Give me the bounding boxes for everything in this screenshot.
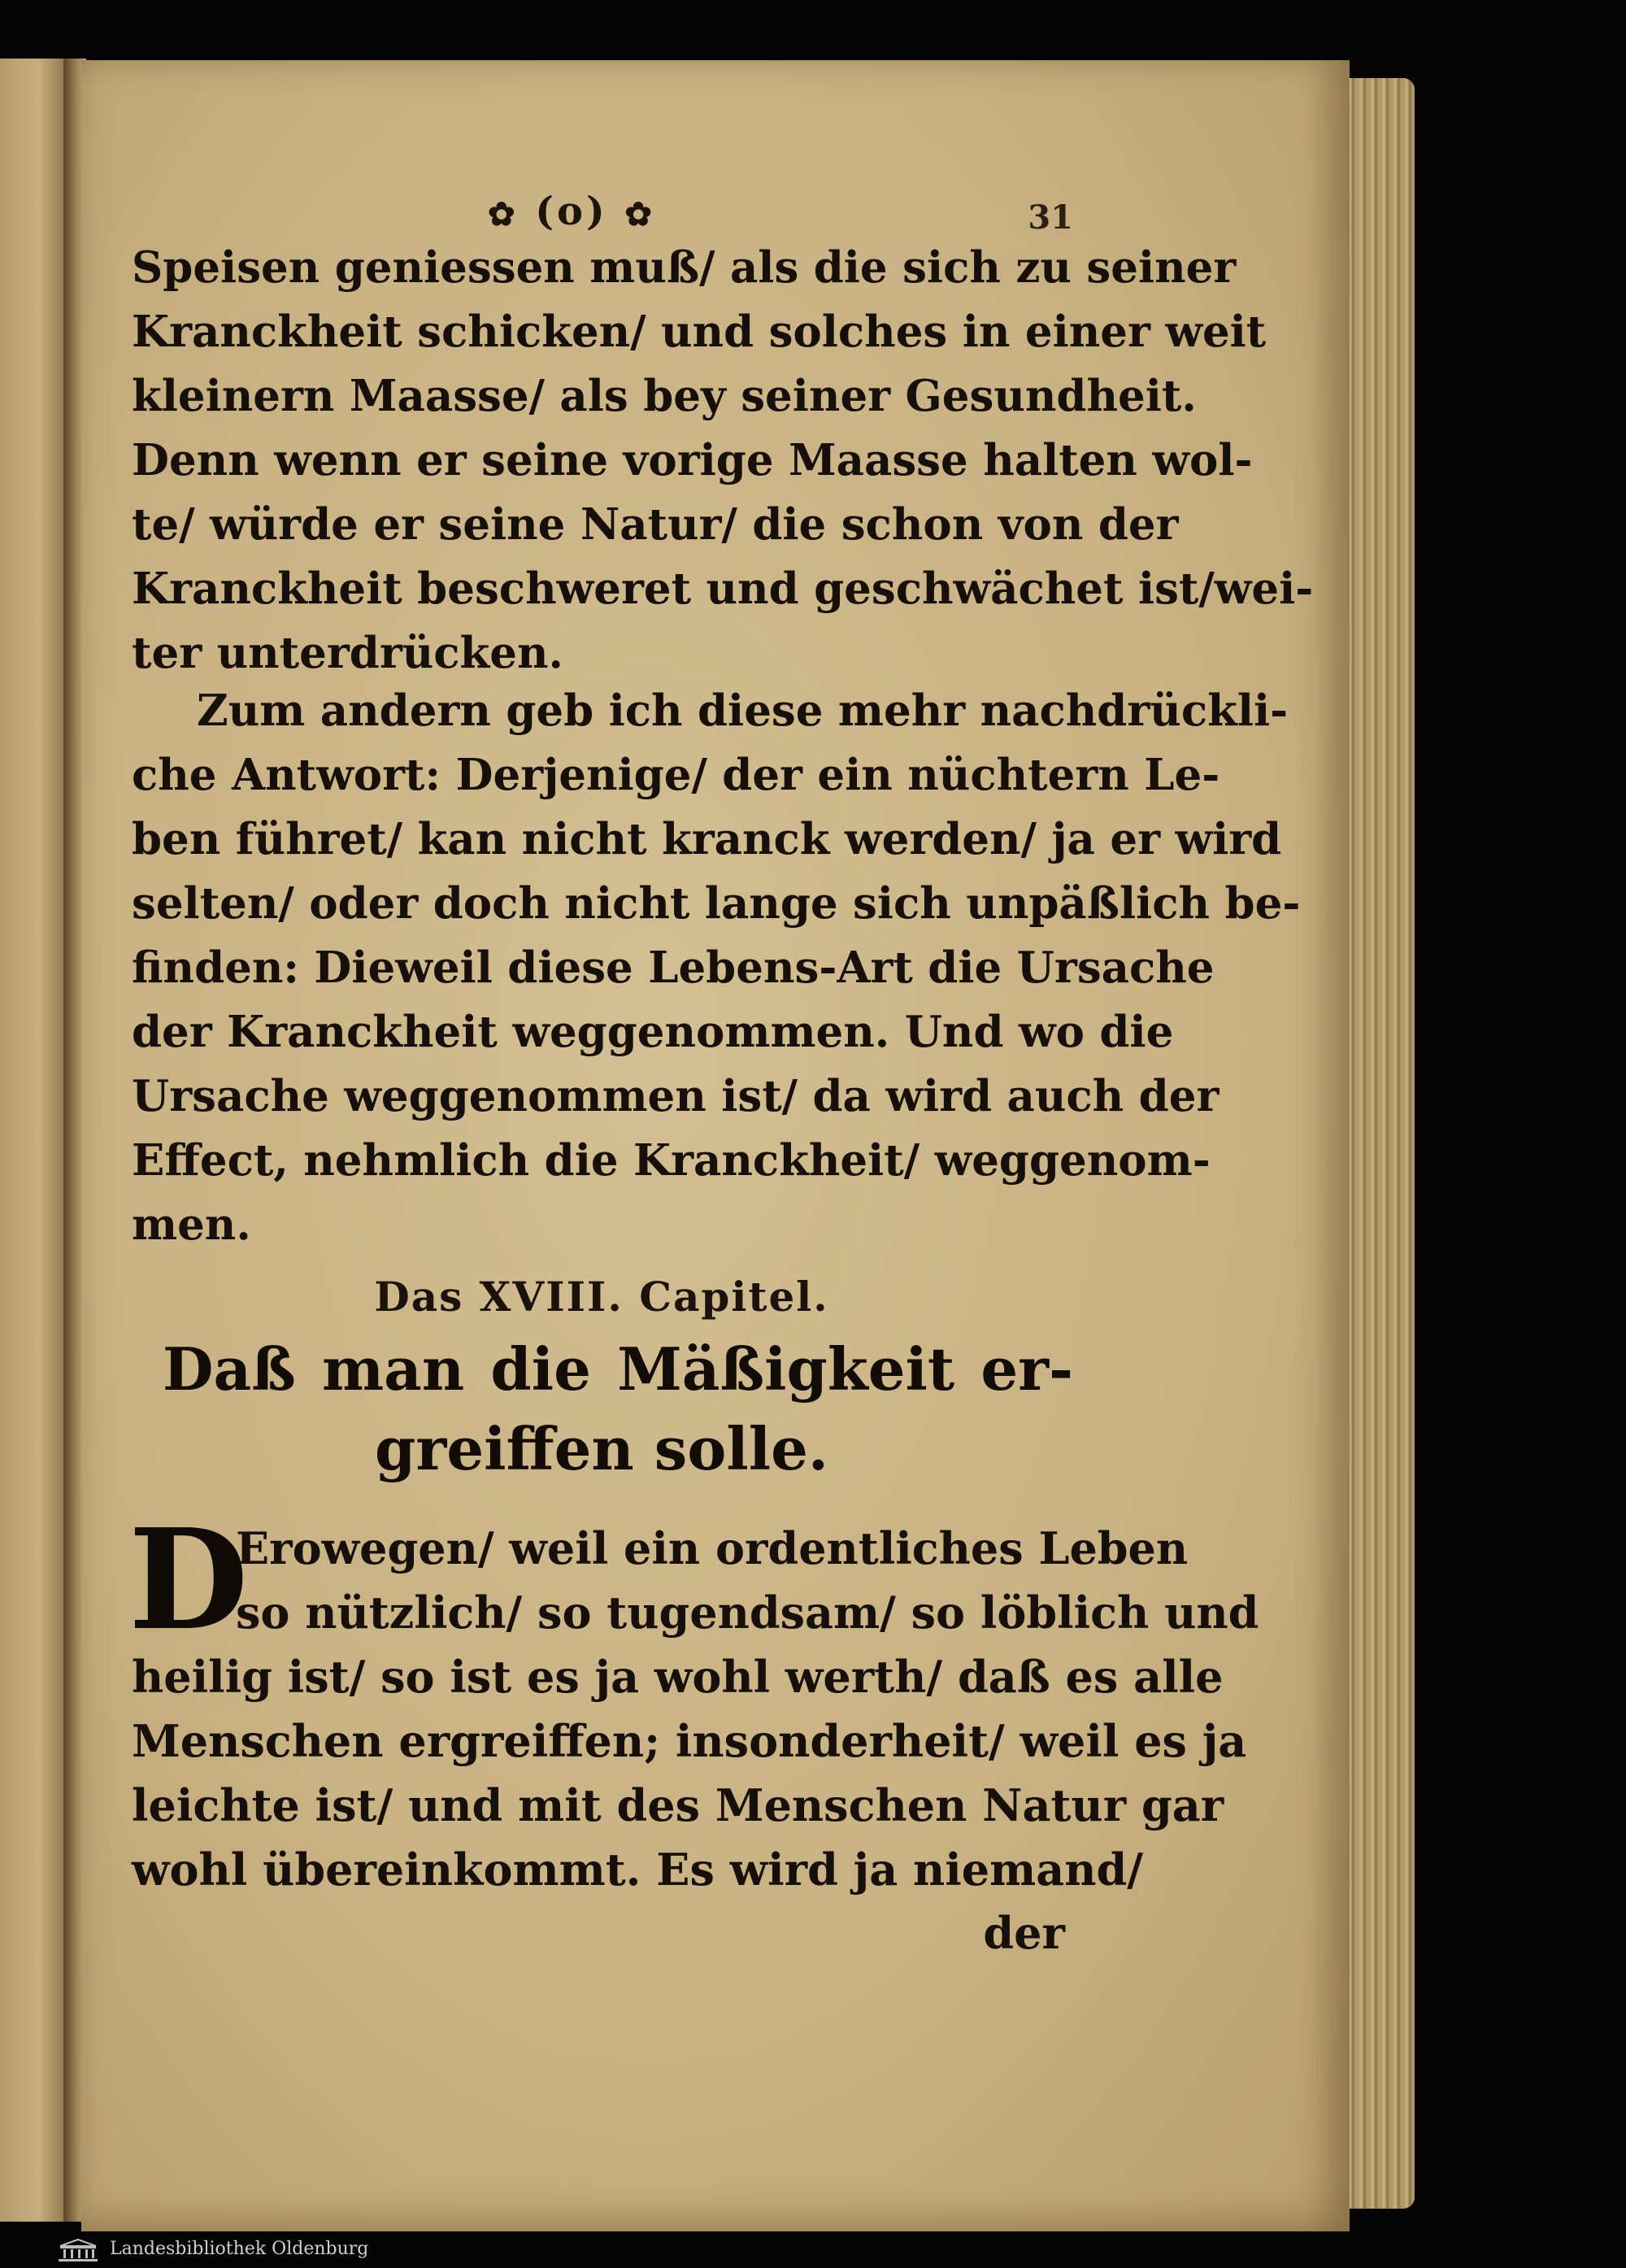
- running-head-text: (o): [535, 189, 608, 234]
- page-header: [130, 189, 1073, 237]
- text-line: so nützlich/ so tugendsam/ so löblich und: [236, 1587, 1259, 1639]
- text-line: Ursache weggenommen ist/ da wird auch der: [132, 1071, 1220, 1121]
- running-head: [488, 189, 655, 234]
- chapter-title: [163, 1330, 1073, 1489]
- text-line: leichte ist/ und mit des Menschen Natur gar: [132, 1779, 1224, 1831]
- text-line: ben führet/ kan nicht kranck werden/ ja er wird: [132, 814, 1282, 864]
- text-line: Kranckheit beschweret und geschwächet ist/wei-: [132, 564, 1314, 614]
- text-line: Speisen geniessen muß/ als die sich zu seiner: [132, 242, 1237, 293]
- text-line: Denn wenn er seine vorige Maasse halten wol-: [132, 435, 1253, 485]
- text-line: Kranckheit schicken/ und solches in einer weit: [132, 307, 1267, 357]
- text-line: wohl übereinkommt. Es wird ja niemand/: [132, 1844, 1143, 1896]
- library-building-icon: [57, 2238, 99, 2262]
- paragraph-continuation: [132, 236, 1314, 686]
- text-line: che Antwort: Derjenige/ der ein nüchtern Le-: [132, 750, 1220, 800]
- chapter-title-line: greiffen solle.: [375, 1414, 828, 1483]
- text-line: heilig ist/ so ist es ja wohl werth/ daß es alle: [132, 1651, 1224, 1703]
- chapter-label: Das XVIII. Capitel.: [374, 1273, 829, 1321]
- text-line: Zum andern geb ich diese mehr nachdrückli-: [197, 686, 1289, 736]
- page-number: 31: [1028, 198, 1073, 237]
- text-line: Effect, nehmlich die Kranckheit/ weggenom-: [132, 1135, 1211, 1186]
- drop-cap: D: [128, 1499, 249, 1661]
- text-line: ter unterdrücken.: [132, 628, 563, 678]
- paragraph-answer: [132, 679, 1301, 1257]
- text-line: selten/ oder doch nicht lange sich unpäßlich be-: [132, 878, 1301, 929]
- flower-ornament-icon: ✿: [624, 195, 655, 233]
- text-line: kleinern Maasse/ als bey seiner Gesundheit.: [132, 371, 1197, 421]
- catchword: der: [983, 1907, 1065, 1959]
- page-stack-edge: [1346, 78, 1415, 2209]
- flower-ornament-icon: ✿: [488, 195, 519, 233]
- paragraph-chapter-start: [132, 1517, 1259, 1902]
- previous-page-edge: [0, 59, 69, 2222]
- text-line: Menschen ergreiffen; insonderheit/ weil es ja: [132, 1715, 1247, 1767]
- text-line: Erowegen/ weil ein ordentliches Leben: [236, 1522, 1189, 1574]
- text-line: te/ würde er seine Natur/ die schon von der: [132, 499, 1179, 550]
- library-name: Landesbibliothek Oldenburg: [110, 2239, 369, 2259]
- text-line: finden: Dieweil diese Lebens-Art die Ursache: [132, 942, 1215, 993]
- chapter-title-line: Daß man die Mäßigkeit er-: [163, 1334, 1073, 1404]
- text-line: men.: [132, 1199, 251, 1250]
- text-line: der Kranckheit weggenommen. Und wo die: [132, 1007, 1174, 1057]
